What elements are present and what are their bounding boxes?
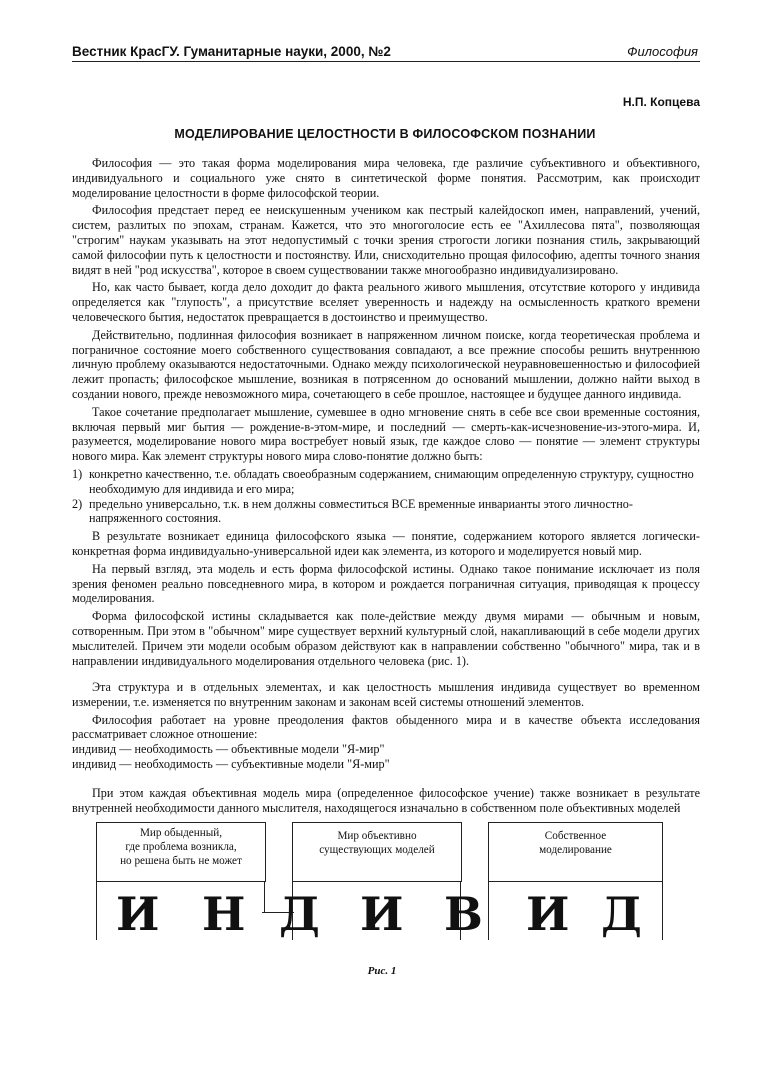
figure-caption: Рис. 1 <box>367 965 397 977</box>
paragraph: Но, как часто бывает, когда дело доходит до факта реального живого мышления, отсутствие которого у индивида определяется как "глупость", а присутствие вселяет уверенность и надежду на осмысленность краткого времени человеческого бытия, недостаток превращается в достоинство и преимущество. <box>72 280 700 324</box>
box-line: Мир объективно <box>337 830 417 842</box>
box-line: Собственное <box>544 830 607 842</box>
author: Н.П. Копцева <box>622 95 700 109</box>
box-own-modeling <box>488 822 663 882</box>
paragraph: Действительно, подлинная философия возникает в напряженном личном поиске, когда теоретическая проблема и пограничное состояние моего собственного существования совпадают, а все прежние способы решить внутреннюю личную проблему оказываются недостаточными. Однако между психологической неуравновешенностью и философией лежит пропасть; философское мышление, возникая в потрясенном до оснований мышлении, должно найти выход в создании нового, прежде невозможного мира, сочетающего в себе прошлое, настоящее и будущее данного индивида. <box>72 327 700 401</box>
connector-line <box>96 882 97 940</box>
list-text: конкретно качественно, т.е. обладать своеобразным содержанием, снимающим определенную структуру, сущностно необходимую для индивида и его мира; <box>89 466 694 496</box>
box-line: существующих моделей <box>319 844 435 856</box>
list-item <box>72 497 700 527</box>
paragraph: Эта структура и в отдельных элементах, и как целостность мышления индивида существует во временном измерении, т.е. изменяется по внутренним законам и законам всей системы отношений элементов. <box>72 680 700 709</box>
relation-line: индивид — необходимость — объективные модели "Я-мир" <box>72 742 385 757</box>
paragraph: В результате возникает единица философского языка — понятие, содержанием которого является логически-конкретная форма индивидуально-универсальной идеи как элемента, из которого и моделируется новый мир. <box>72 529 700 558</box>
box-ordinary-world <box>96 822 266 882</box>
figure-letter: В <box>444 887 483 941</box>
paragraph: Форма философской истины складывается как поле-действие между двумя мирами — обычным и новым, сотворенным. При этом в "обычном" мире существует верхний культурный слой, накапливающий в себе модели других мыслителей. Причем эти модели особым образом действуют как в направлении собственно "обычного" мира, так и в направлении индивидуального моделирования отдельного человека (рис. 1). <box>72 609 700 668</box>
paragraph: Философия предстает перед ее неискушенным учеником как пестрый калейдоскоп имен, направлений, учений, систем, разлитых по эпохам, странам. Кажется, что это многоголосие есть ее "Ахиллесова пята", позволяющая "строгим" наукам указывать на этот недопустимый с точки зрения строгости логики познания стиль, закрывающий самой философии путь к целостности и постоянству. Или, снисходительно прощая философию, адепты точного знания видят в ней "род искусства", которое в своем существовании также многообразно индивидуализировано. <box>72 203 700 277</box>
paragraph: Такое сочетание предполагает мышление, сумевшее в одно мгновение снять в себе все свои временные состояния, включая первый миг бытия — рождение-в-этом-мире, и последний — смерть-как-исчезновение-из-этого-мира. И, разумеется, моделирование нового мира востребует новый язык, где каждое слово — понятие — элемент структуры нового мира. Как элемент структуры нового мира слово-понятие должно быть: <box>72 404 700 464</box>
body-text-top <box>72 156 700 671</box>
connector-line <box>662 882 663 940</box>
paragraph: При этом каждая объективная модель мира (определенное философское учение) также возникает в результате внутренней необходимости данного мыслителя, находящегося изначально в собственном поле объективных моделей <box>72 786 700 815</box>
connector-line <box>264 882 265 912</box>
figure-letter: Н <box>202 887 246 941</box>
figure-letter: И <box>526 887 570 941</box>
paragraph: На первый взгляд, эта модель и есть форма философской истины. Однако такое понимание исключает из поля зрения феномен реально повседневного мира, в котором и рождается пограничная ситуация, приводящая к процессу моделирования. <box>72 561 700 606</box>
journal-title: Вестник КрасГУ. Гуманитарные науки, 2000, №2 <box>72 44 391 59</box>
body-text-middle <box>72 680 700 772</box>
paragraph: Философия работает на уровне преодоления фактов обыденного мира и в качестве объекта исследования рассматривает сложное отношение: <box>72 712 700 742</box>
list-text: предельно универсально, т.к. в нем должны совместиться ВСЕ временные инварианты этого личностно-напряженного состояния. <box>89 496 633 526</box>
figure-1 <box>96 822 668 940</box>
figure-letter: И <box>116 887 160 941</box>
figure-letter: Д <box>279 887 320 941</box>
paragraph: Философия — это такая форма моделирования мира человека, где различие субъективного и объективного, индивидуального и социального уже снято в синтетической форме понятия. Рассмотрим, как происходит моделирование целостности в форме философской теории. <box>72 156 700 200</box>
relation-line: индивид — необходимость — субъективные модели "Я-мир" <box>72 756 390 771</box>
box-line: где проблема возникла, <box>125 841 237 853</box>
box-objective-models <box>292 822 462 882</box>
header-rule <box>72 61 700 62</box>
figure-letter: Д <box>601 887 642 941</box>
list-item <box>72 467 700 497</box>
box-line: Мир обыденный, <box>139 827 223 839</box>
article-title: МОДЕЛИРОВАНИЕ ЦЕЛОСТНОСТИ В ФИЛОСОФСКОМ ПОЗНАНИИ <box>174 127 596 141</box>
body-text-bottom <box>72 786 700 819</box>
list-number: 1) <box>72 466 83 481</box>
connector-line <box>488 882 489 940</box>
section-name: Философия <box>627 44 698 59</box>
figure-letter: И <box>360 887 404 941</box>
running-header <box>72 44 698 62</box>
list-number: 2) <box>72 496 83 511</box>
box-line: но решена быть не может <box>120 855 242 867</box>
box-line: моделирование <box>539 844 612 856</box>
